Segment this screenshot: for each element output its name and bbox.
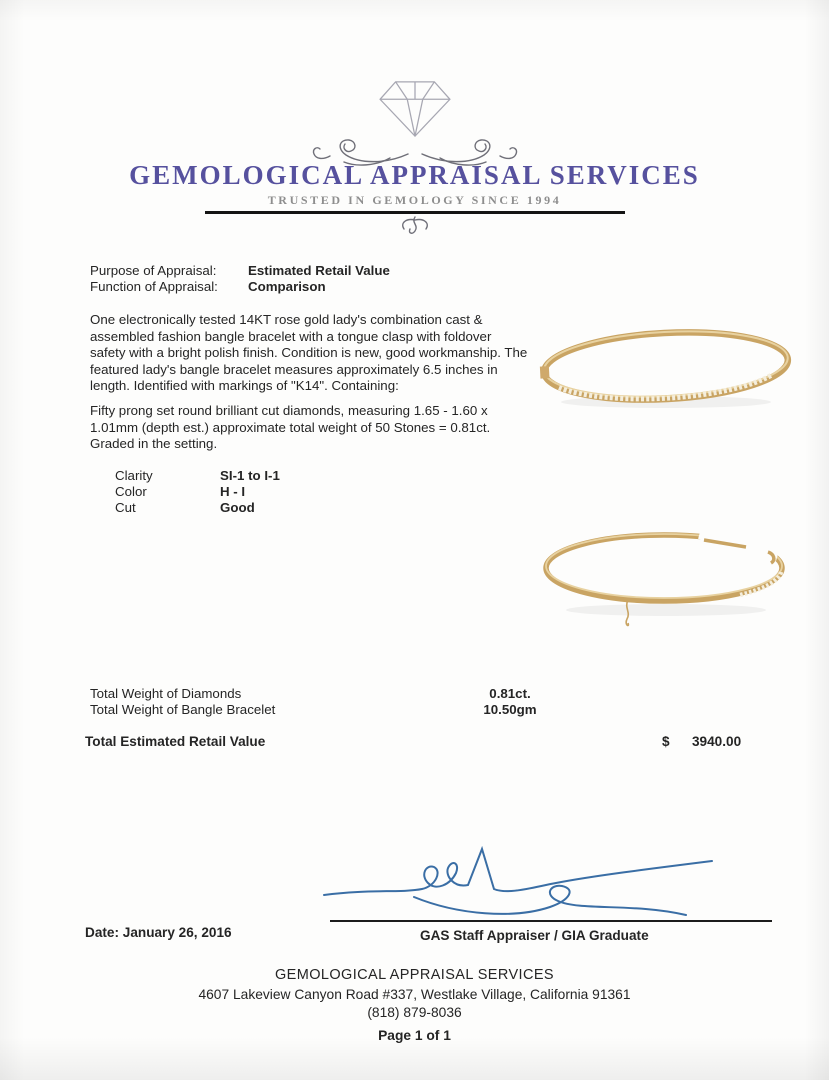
purpose-label: Purpose of Appraisal:: [90, 263, 217, 278]
footer-address: 4607 Lakeview Canyon Road #337, Westlake Village, California 91361: [198, 987, 631, 1002]
item-description: One electronically tested 14KT rose gold lady's combination cast & assembled fashion bangle bracelet with a tongue clasp with foldover safety with a bright polish finish. Condition is new, good workmanship. The featured lady's bangle bracelet measures approximately 6.5 inches in length. Identified with markings of "K14". Containing:: [90, 312, 528, 393]
bangle-photo-open: [532, 518, 800, 630]
retail-currency-symbol: $: [662, 734, 670, 749]
diamonds-description: Fifty prong set round brilliant cut diamonds, measuring 1.65 - 1.60 x 1.01mm (depth est.) approximate total weight of 50 Stones = 0.81ct. Graded in the setting.: [90, 403, 491, 451]
grade-label-cut: Cut: [115, 500, 136, 515]
date-text: Date: January 26, 2016: [85, 925, 232, 940]
total-weight-diamonds-label: Total Weight of Diamonds: [90, 686, 242, 701]
purpose-value: Estimated Retail Value: [248, 263, 390, 278]
function-label: Function of Appraisal:: [90, 279, 218, 294]
signature-line: [330, 920, 772, 922]
footer-phone: (818) 879-8036: [367, 1005, 462, 1020]
header-bottom-flourish-icon: [0, 215, 829, 241]
page-number: Page 1 of 1: [378, 1028, 451, 1043]
header-rule: [205, 211, 625, 214]
footer-company: GEMOLOGICAL APPRAISAL SERVICES: [274, 967, 554, 983]
appraiser-title: GAS Staff Appraiser / GIA Graduate: [420, 928, 649, 943]
total-weight-bracelet-label: Total Weight of Bangle Bracelet: [90, 702, 276, 717]
grade-label-color: Color: [115, 484, 147, 499]
total-weight-bracelet-value: 10.50gm: [483, 702, 537, 717]
grade-value-clarity: SI-1 to I-1: [220, 468, 280, 483]
company-tagline: TRUSTED IN GEMOLOGY SINCE 1994: [267, 193, 562, 207]
appraiser-signature: [318, 843, 718, 923]
grade-label-clarity: Clarity: [115, 468, 153, 483]
bangle-photo-closed: [532, 318, 800, 414]
total-weight-diamonds-value: 0.81ct.: [489, 686, 531, 701]
retail-value-label: Total Estimated Retail Value: [85, 734, 266, 749]
grade-value-color: H - I: [220, 484, 246, 499]
grade-value-cut: Good: [220, 500, 255, 515]
retail-amount: 3940.00: [692, 734, 742, 749]
diamond-logo-icon: [0, 76, 829, 140]
company-title: GEMOLOGICAL APPRAISAL SERVICES: [129, 160, 700, 190]
function-value: Comparison: [248, 279, 326, 294]
